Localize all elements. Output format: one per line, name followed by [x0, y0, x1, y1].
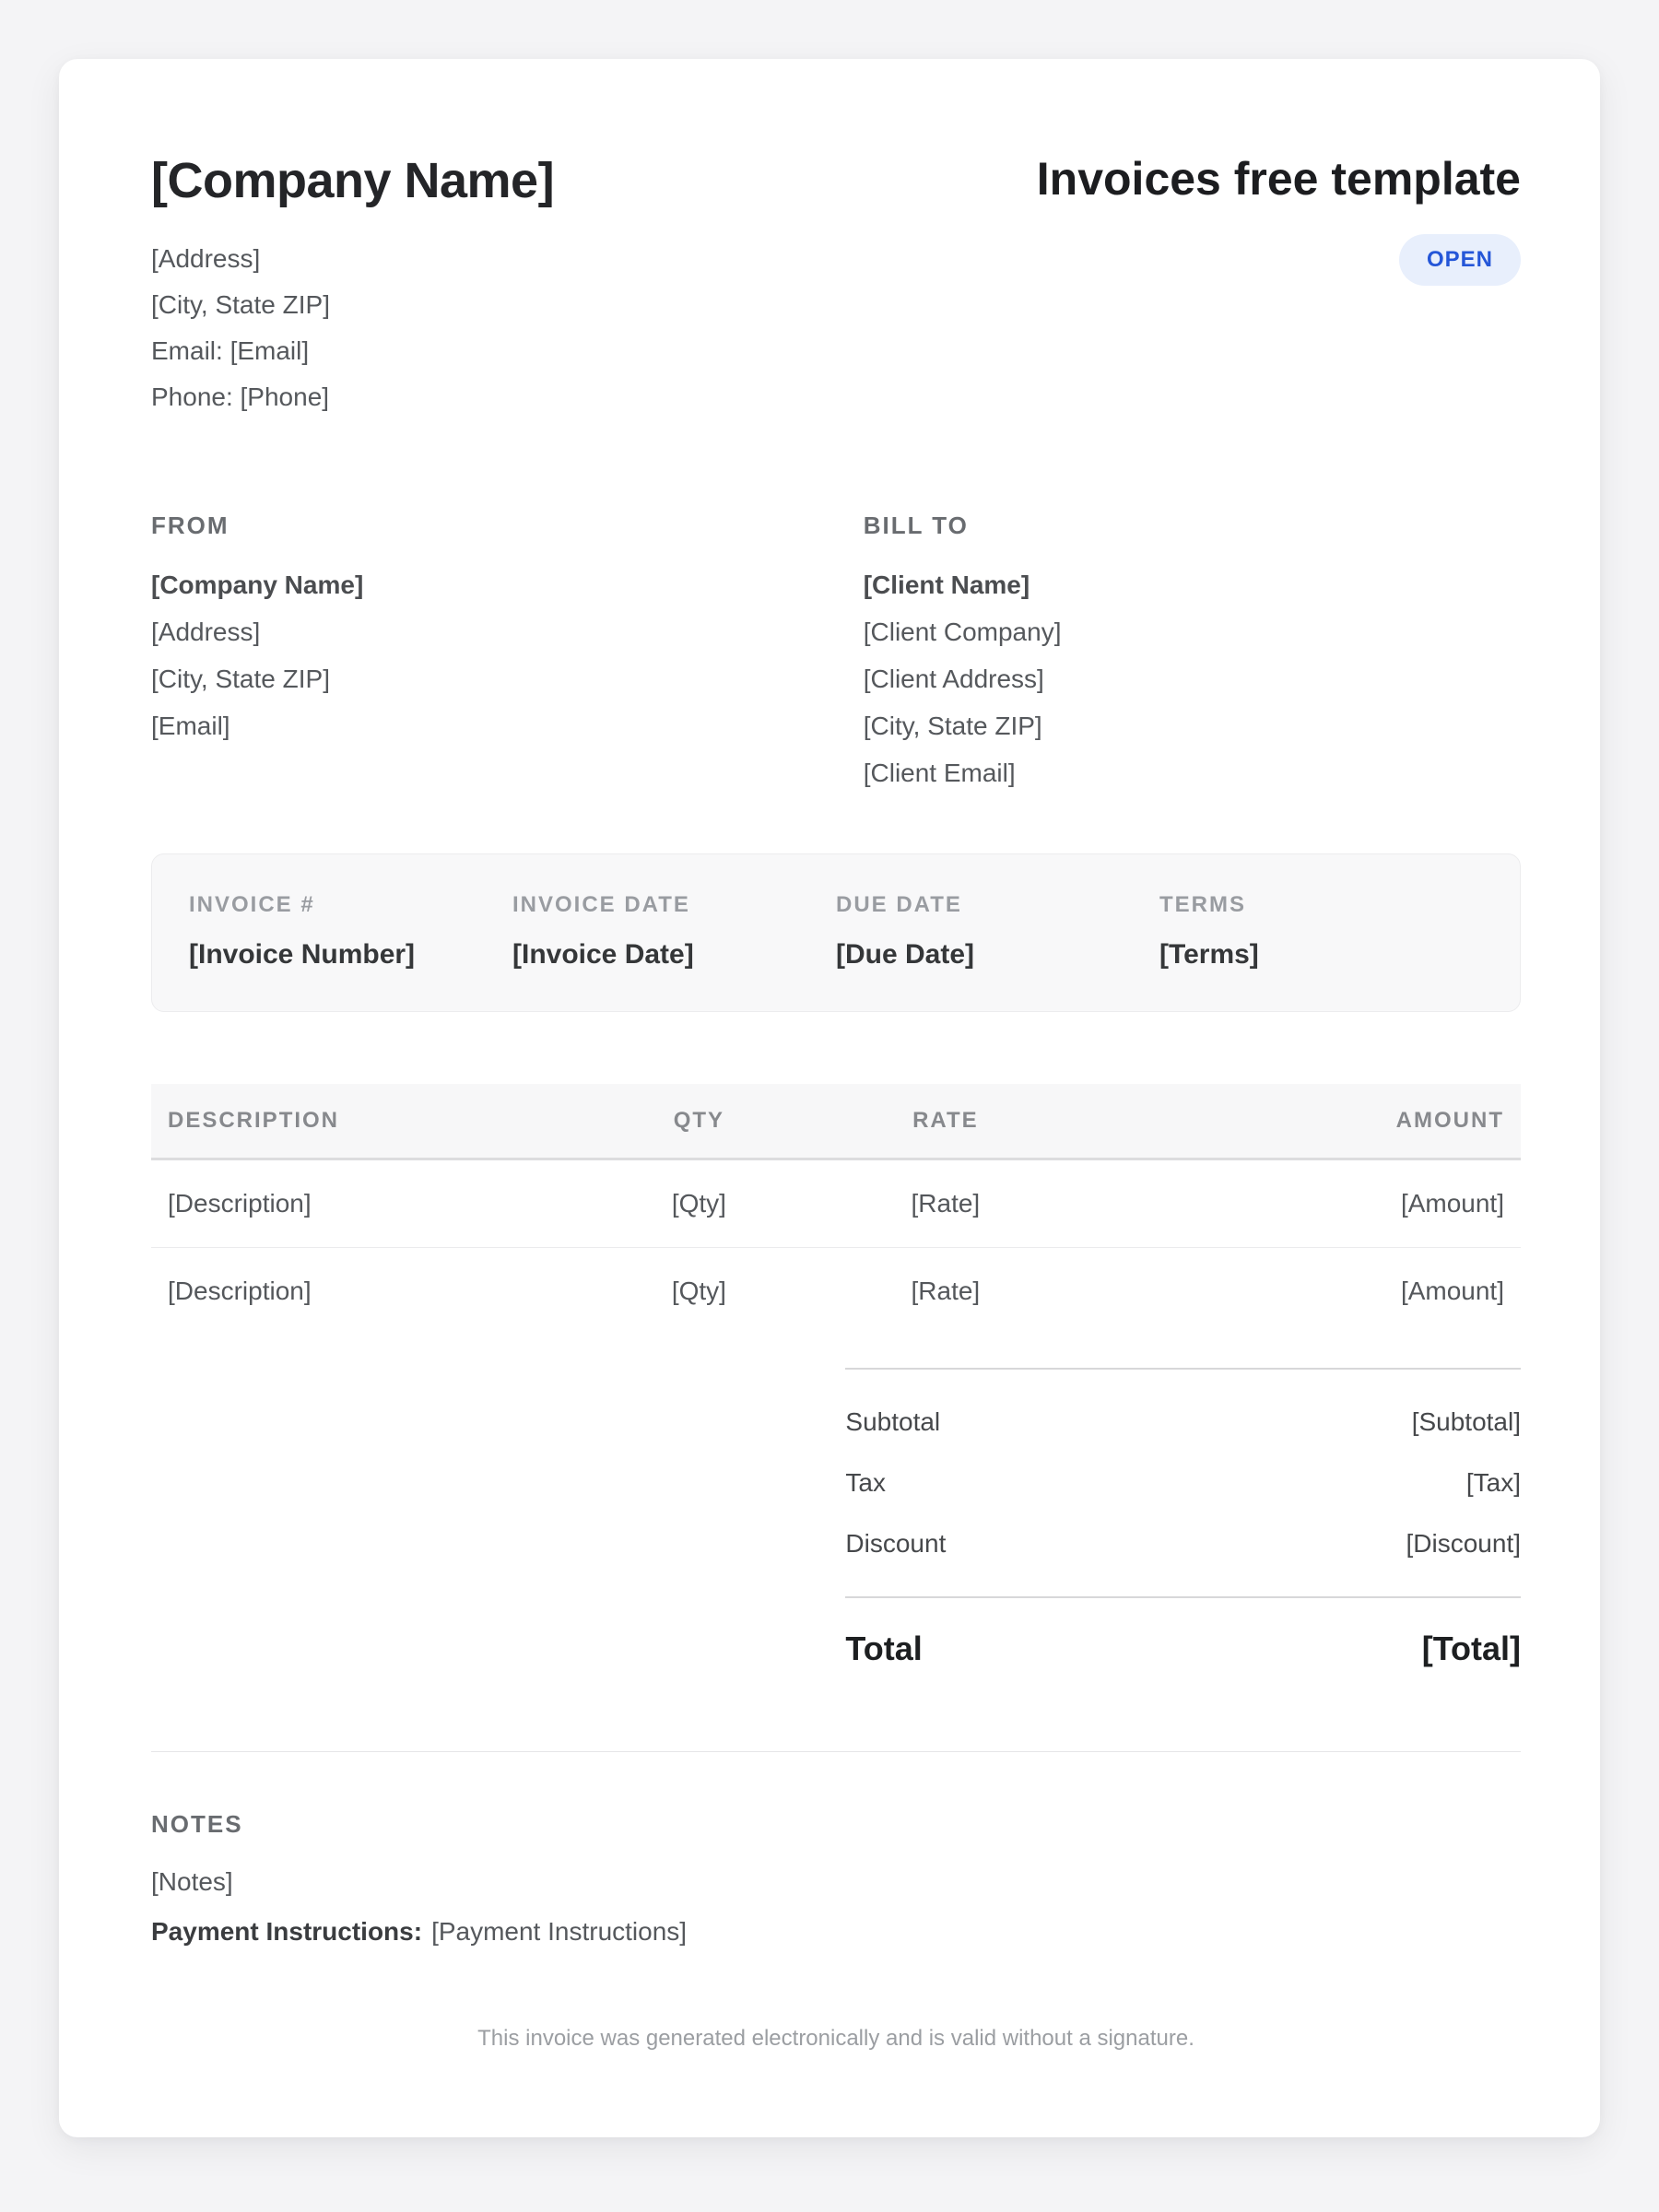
tax-label: Tax: [845, 1468, 886, 1497]
subtotal-value: [Subtotal]: [1411, 1407, 1521, 1436]
amount-column-header: AMOUNT: [1110, 1084, 1521, 1159]
company-block: [151, 151, 554, 420]
subtotal-row: [845, 1392, 1521, 1453]
invoice-number-label: INVOICE #: [189, 892, 315, 917]
invoice-number-value: [Invoice Number]: [189, 939, 416, 970]
qty-column-header: QTY: [617, 1084, 781, 1159]
company-contact-lines: [151, 236, 554, 420]
client-address-line: [Client Address]: [863, 665, 1044, 693]
line-items-table: [151, 1084, 1521, 1335]
discount-value: [Discount]: [1406, 1529, 1521, 1558]
notes-label: NOTES: [151, 1810, 243, 1838]
tax-value: [Tax]: [1465, 1468, 1521, 1497]
invoice-date-label: INVOICE DATE: [512, 892, 690, 917]
terms-value: [Terms]: [1159, 939, 1259, 970]
table-row: [151, 1248, 1521, 1335]
from-email-line: [Email]: [151, 712, 230, 740]
from-name: [Company Name]: [151, 571, 364, 599]
description-column-header: DESCRIPTION: [151, 1084, 617, 1159]
client-company-line: [Client Company]: [863, 618, 1062, 646]
due-date-field: [836, 891, 1159, 974]
payment-instructions-label: Payment Instructions:: [151, 1917, 423, 1946]
page-title: Invoices free template: [1036, 153, 1521, 205]
from-label: FROM: [151, 512, 229, 539]
client-name: [Client Name]: [863, 571, 1030, 599]
invoice-meta-box: [151, 853, 1521, 1012]
invoice-card: [59, 59, 1600, 2137]
item-description-cell: [Description]: [168, 1277, 312, 1305]
notes-divider: [151, 1751, 1521, 1752]
payment-instructions-value: [Payment Instructions]: [431, 1917, 688, 1946]
due-date-value: [Due Date]: [836, 939, 975, 970]
from-address-line: [Address]: [151, 618, 261, 646]
notes-section: [151, 1807, 1521, 1955]
item-description-cell: [Description]: [168, 1189, 312, 1218]
terms-label: TERMS: [1159, 892, 1246, 917]
invoice-date-field: [512, 891, 836, 974]
company-city-line: [City, State ZIP]: [151, 290, 330, 319]
discount-row: [845, 1513, 1521, 1574]
company-address-line: [Address]: [151, 244, 261, 273]
subtotal-label: Subtotal: [845, 1407, 941, 1436]
payment-instructions-line: [151, 1909, 1521, 1955]
header-right: [1037, 151, 1521, 286]
due-date-label: DUE DATE: [836, 892, 962, 917]
client-email-line: [Client Email]: [863, 759, 1016, 787]
from-block: [151, 509, 864, 796]
client-city-line: [City, State ZIP]: [863, 712, 1042, 740]
total-label: Total: [845, 1630, 923, 1667]
item-qty-cell: [Qty]: [671, 1189, 726, 1218]
item-rate-cell: [Rate]: [911, 1189, 981, 1218]
invoice-header: [151, 151, 1521, 420]
terms-field: [1159, 891, 1483, 974]
company-email-line: Email: [Email]: [151, 336, 310, 365]
item-rate-cell: [Rate]: [911, 1277, 981, 1305]
total-value: [Total]: [1421, 1630, 1521, 1667]
item-qty-cell: [Qty]: [671, 1277, 726, 1305]
rate-column-header: RATE: [782, 1084, 1111, 1159]
footer-disclaimer: This invoice was generated electronically and is valid without a signature.: [477, 2026, 1194, 2051]
item-amount-cell: [Amount]: [1400, 1277, 1504, 1305]
parties-section: [151, 509, 1521, 796]
company-name: [Company Name]: [151, 153, 555, 208]
totals-section: [845, 1368, 1521, 1670]
status-badge[interactable]: OPEN: [1399, 234, 1521, 286]
table-header-row: [151, 1084, 1521, 1159]
invoice-number-field: [189, 891, 512, 974]
company-phone-line: Phone: [Phone]: [151, 382, 330, 411]
grand-total-row: [845, 1596, 1521, 1670]
invoice-date-value: [Invoice Date]: [512, 939, 694, 970]
bill-to-label: BILL TO: [863, 512, 969, 539]
table-row: [151, 1159, 1521, 1248]
tax-row: [845, 1453, 1521, 1513]
from-city-line: [City, State ZIP]: [151, 665, 330, 693]
item-amount-cell: [Amount]: [1400, 1189, 1504, 1218]
notes-body: [Notes]: [151, 1867, 233, 1896]
discount-label: Discount: [845, 1529, 947, 1558]
bill-to-block: [864, 509, 1521, 796]
